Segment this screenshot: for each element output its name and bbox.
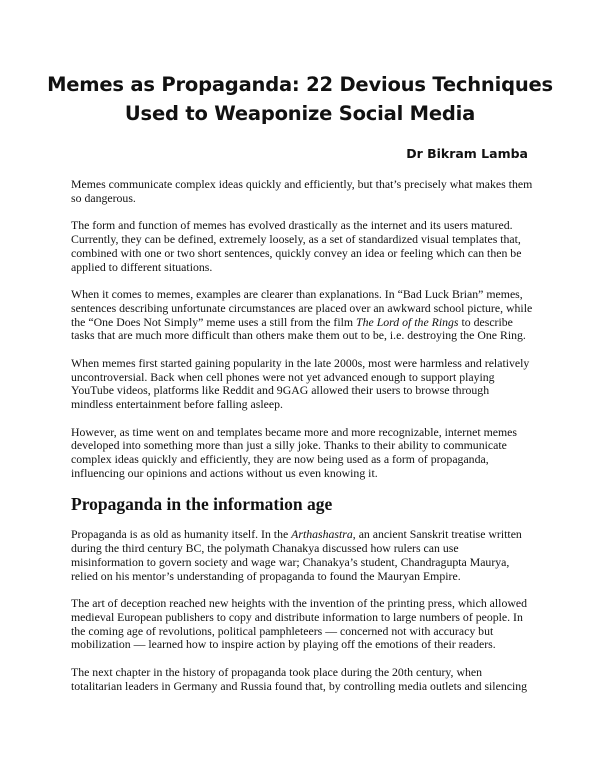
treatise-title: Arthashastra bbox=[291, 527, 353, 542]
body-paragraph bbox=[71, 528, 533, 583]
body-paragraph: However, as time went on and templates became more and more recognizable, internet memes developed into something more than just a silly joke. Thanks to their ability to communicate complex ideas quickly and efficiently, they are now being used as a form of propaganda, influencing our opinions and actions without us even knowing it. bbox=[71, 424, 517, 480]
body-paragraph bbox=[71, 288, 533, 343]
paragraph-text: Propaganda is as old as humanity itself. In the bbox=[71, 527, 292, 542]
section-heading: Propaganda in the information age bbox=[71, 494, 333, 515]
body-paragraph: When memes first started gaining popularity in the late 2000s, most were harmless and relatively uncontroversial. Back when cell phones were not yet advanced enough to support playing YouTube videos, platforms like Reddit and 9GAG allowed their users to browse through mindless entertainment before falling asleep. bbox=[71, 355, 530, 412]
author-name: Dr Bikram Lamba bbox=[406, 146, 528, 161]
body-paragraph: The art of deception reached new heights with the invention of the printing press, which allowed medieval European publishers to copy and distribute information to large numbers of people. In the coming age of revolutions, political pamphleteers — concerned not with accuracy but mobilization — learned how to inspire action by playing off the emotions of their readers. bbox=[71, 596, 528, 652]
film-title: The Lord of the Rings bbox=[356, 314, 459, 329]
paragraph-text: When it comes to memes, examples are clearer than explanations. In “Bad Luck Brian” memes, sentences describing unfortunate circumstances are placed over an awkward school picture, while the “One Does Not Simply” meme uses a still from the film bbox=[71, 286, 533, 329]
body-paragraph: Memes communicate complex ideas quickly and efficiently, but that’s precisely what makes them so dangerous. bbox=[71, 177, 533, 205]
document-body bbox=[71, 178, 533, 707]
document-title: Memes as Propaganda: 22 Devious Techniques Used to Weaponize Social Media bbox=[47, 73, 553, 125]
paragraph-text: to describe tasks that are much more difficult than others make them out to be, i.e. destroying the One Ring. bbox=[71, 314, 526, 343]
body-paragraph: The form and function of memes has evolved drastically as the internet and its users matured. Currently, they can be defined, extremely loosely, as a set of standardized visual templates that, combined with one or two short sentences, quickly convey an idea or feeling which can then be applied to different situations. bbox=[71, 218, 522, 274]
paragraph-text: , an ancient Sanskrit treatise written during the third century BC, the polymath Chanakya discussed how rulers can use misinformation to govern society and wage war; Chanakya’s student, Chandragupta Maurya, relied on his mentor’s understanding of propaganda to found the Mauryan Empire. bbox=[71, 527, 522, 583]
body-paragraph: The next chapter in the history of propaganda took place during the 20th century, when totalitarian leaders in Germany and Russia found that, by controlling media outlets and silencing bbox=[71, 664, 528, 693]
